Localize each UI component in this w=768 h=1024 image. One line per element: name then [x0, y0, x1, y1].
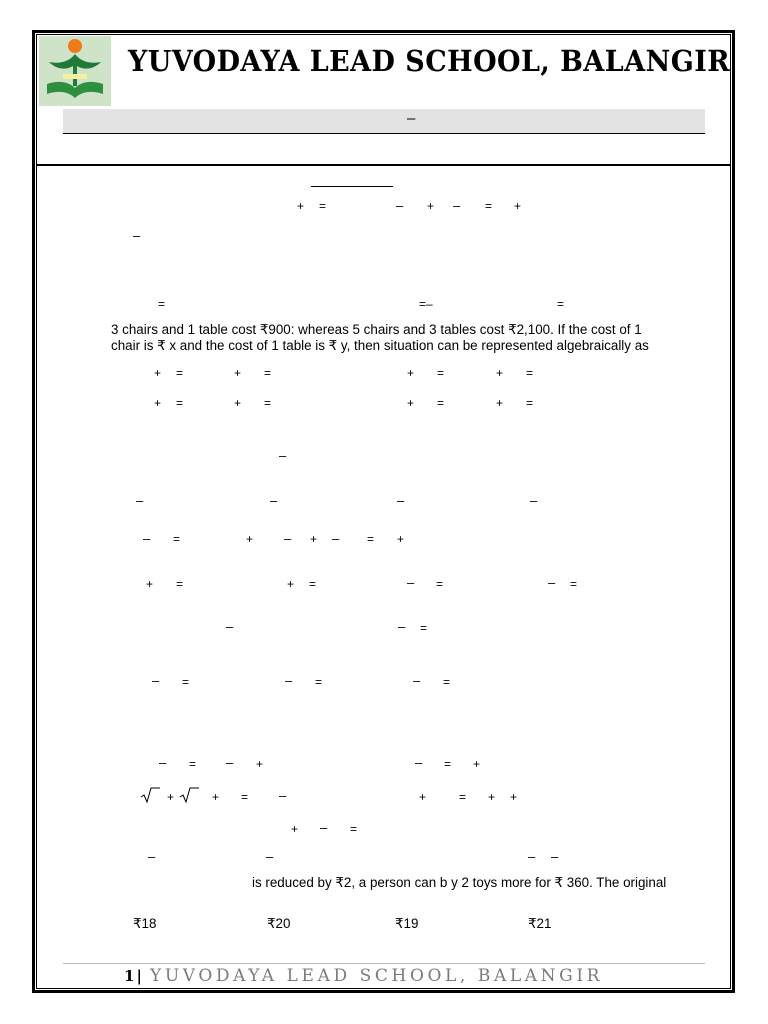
plus-sign: + [419, 790, 427, 804]
plus-sign: + [154, 366, 162, 380]
plus-sign: + [154, 396, 162, 410]
plus-sign: + [473, 757, 481, 771]
equals-sign: = [309, 577, 317, 591]
equals-sign: = [367, 532, 375, 546]
minus-sign: – [226, 755, 234, 770]
minus-sign: – [226, 619, 234, 634]
plus-sign: + [407, 396, 415, 410]
page-inner-border [36, 34, 731, 989]
minus-sign: – [136, 493, 144, 508]
equals-sign: = [315, 675, 323, 689]
square-root-icon [179, 787, 199, 803]
plus-sign: + [297, 199, 305, 213]
minus-sign: – [415, 755, 423, 770]
minus-sign: – [279, 788, 287, 803]
subject-band [63, 109, 705, 134]
minus-sign: – [453, 198, 461, 213]
plus-sign: + [496, 366, 504, 380]
equals-sign: = [570, 577, 578, 591]
plus-sign: + [496, 396, 504, 410]
plus-sign: + [212, 790, 220, 804]
minus-sign: – [143, 531, 151, 546]
minus-sign: – [266, 849, 274, 864]
minus-sign: – [133, 228, 141, 243]
problem-text-line: chair is ₹ x and the cost of 1 table is ₹ y, then situation can be represented algebraically as [111, 337, 649, 353]
minus-sign: – [397, 493, 405, 508]
minus-sign: – [284, 531, 292, 546]
plus-sign: + [234, 396, 242, 410]
option-a: ₹18 [133, 916, 157, 931]
minus-sign: – [413, 673, 421, 688]
equals-minus-sign: =– [419, 297, 433, 311]
equals-sign: = [264, 396, 272, 410]
square-root-icon [140, 787, 160, 803]
plus-sign: + [427, 199, 435, 213]
plus-sign: + [397, 532, 405, 546]
equals-sign: = [241, 790, 249, 804]
minus-sign: – [396, 198, 404, 213]
toy-problem-text: is reduced by ₹2, a person can b y 2 toys more for ₹ 360. The original [252, 875, 667, 890]
minus-sign: – [530, 493, 538, 508]
school-logo [39, 36, 111, 106]
plus-sign: + [510, 790, 518, 804]
problem-text-line: 3 chairs and 1 table cost ₹900: whereas 5 chairs and 3 tables cost ₹2,100. If the cost of 1 [111, 322, 642, 337]
footer-school-name: YUVODAYA LEAD SCHOOL, BALANGIR [150, 966, 604, 986]
equals-sign: = [182, 675, 190, 689]
minus-sign: – [528, 849, 536, 864]
equals-sign: = [557, 297, 565, 311]
minus-sign: – [398, 619, 406, 634]
option-c: ₹19 [395, 916, 419, 931]
plus-sign: + [488, 790, 496, 804]
equals-sign: = [264, 366, 272, 380]
plus-sign: + [287, 577, 295, 591]
minus-sign: – [152, 673, 160, 688]
plus-sign: + [407, 366, 415, 380]
equals-sign: = [437, 396, 445, 410]
equals-sign: = [459, 790, 467, 804]
equals-sign: = [350, 822, 358, 836]
plus-sign: + [167, 790, 175, 804]
equals-sign: = [526, 396, 534, 410]
equals-sign: = [158, 297, 166, 311]
equals-sign: = [443, 675, 451, 689]
minus-sign: – [270, 493, 278, 508]
equals-sign: = [420, 621, 428, 635]
header-divider [36, 164, 731, 166]
plus-sign: + [310, 532, 318, 546]
plus-sign: + [246, 532, 254, 546]
page-number: 1 | [124, 967, 142, 985]
plus-sign: + [514, 199, 522, 213]
plus-sign: + [234, 366, 242, 380]
equals-sign: = [436, 577, 444, 591]
minus-sign: – [285, 673, 293, 688]
footer-divider [63, 963, 705, 964]
school-title: YUVODAYA LEAD SCHOOL, BALANGIR [128, 44, 731, 78]
equals-sign: = [526, 366, 534, 380]
minus-sign: – [407, 575, 415, 590]
equals-sign: = [176, 366, 184, 380]
option-b: ₹20 [267, 916, 291, 931]
equals-sign: = [444, 757, 452, 771]
plus-sign: + [291, 822, 299, 836]
section-heading-underline [311, 186, 393, 187]
option-d: ₹21 [528, 916, 552, 931]
band-dash: – [407, 110, 416, 127]
minus-sign: – [279, 448, 287, 463]
equals-sign: = [437, 366, 445, 380]
equals-sign: = [485, 199, 493, 213]
problem-text [111, 322, 711, 353]
minus-sign: – [320, 820, 328, 835]
plus-sign: + [256, 757, 264, 771]
equals-sign: = [173, 532, 181, 546]
plus-sign: + [146, 577, 154, 591]
minus-sign: – [548, 575, 556, 590]
minus-sign: – [332, 531, 340, 546]
equals-sign: = [189, 757, 197, 771]
minus-sign: – [159, 755, 167, 770]
equals-sign: = [176, 396, 184, 410]
minus-sign: – [551, 849, 559, 864]
equals-sign: = [176, 577, 184, 591]
minus-sign: – [148, 849, 156, 864]
equals-sign: = [319, 199, 327, 213]
